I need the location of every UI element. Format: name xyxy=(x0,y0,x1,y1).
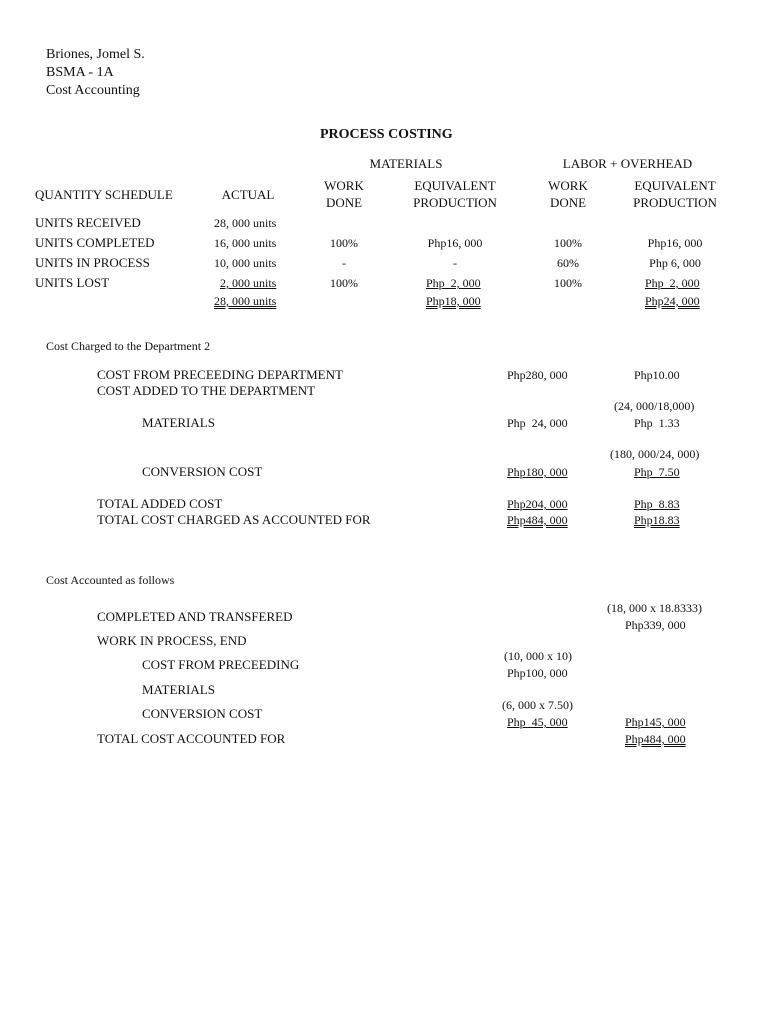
table-cell-lab-work: 100% xyxy=(554,276,582,290)
conversion-amount: Php180, 000 xyxy=(507,465,568,479)
course-section: BSMA - 1A xyxy=(46,65,114,80)
materials-amount: Php 24, 000 xyxy=(507,416,568,430)
accounted-conversion-amount: Php 45, 000 xyxy=(507,715,568,729)
preceding-dept-unit: Php10.00 xyxy=(634,368,680,382)
table-cell-mat-equiv: - xyxy=(453,256,457,270)
cost-added-label: COST ADDED TO THE DEPARTMENT xyxy=(97,383,316,398)
table-cell-actual: 2, 000 units xyxy=(220,276,277,290)
wip-total: Php145, 000 xyxy=(625,715,686,729)
quantity-schedule-header: QUANTITY SCHEDULE xyxy=(35,187,173,202)
table-cell-actual: 16, 000 units xyxy=(214,236,277,250)
page-title: PROCESS COSTING xyxy=(320,127,453,142)
total-added-amount: Php204, 000 xyxy=(507,497,568,511)
mat-equiv-header-2: PRODUCTION xyxy=(413,195,497,210)
table-cell-actual: 10, 000 units xyxy=(214,256,277,270)
preceding-formula: (10, 000 x 10) xyxy=(504,649,572,663)
mat-work-header-2: DONE xyxy=(325,195,363,210)
preceding-dept-amount: Php280, 000 xyxy=(507,368,568,382)
conversion-formula: (180, 000/24, 000) xyxy=(610,447,700,461)
total-charged-amount: Php484, 000 xyxy=(507,513,568,527)
materials-label: MATERIALS xyxy=(142,415,215,430)
accounted-conversion-label: CONVERSION COST xyxy=(142,706,263,721)
lab-equiv-header-1: EQUIVALENT xyxy=(634,178,716,193)
table-cell-lab-equiv: Php16, 000 xyxy=(647,236,703,250)
total-lab-equiv: Php24, 000 xyxy=(645,294,700,308)
total-actual: 28, 000 units xyxy=(214,294,277,308)
labor-group-header: LABOR + OVERHEAD xyxy=(562,156,693,171)
subject-name: Cost Accounting xyxy=(46,83,140,98)
table-row-label: UNITS COMPLETED xyxy=(35,235,155,250)
total-accounted-label: TOTAL COST ACCOUNTED FOR xyxy=(97,731,286,746)
table-cell-lab-equiv: Php 6, 000 xyxy=(649,256,701,270)
table-cell-mat-equiv: Php 2, 000 xyxy=(426,276,481,290)
preceding-amount: Php100, 000 xyxy=(507,666,568,680)
table-row-label: UNITS LOST xyxy=(35,275,110,290)
table-cell-actual: 28, 000 units xyxy=(214,216,277,230)
preceding-dept-label: COST FROM PRECEEDING DEPARTMENT xyxy=(97,367,343,382)
conversion-unit: Php 7.50 xyxy=(634,465,680,479)
table-cell-mat-work: 100% xyxy=(330,236,358,250)
total-charged-label: TOTAL COST CHARGED AS ACCOUNTED FOR xyxy=(97,512,371,527)
table-cell-lab-work: 60% xyxy=(557,256,579,270)
mat-equiv-header-1: EQUIVALENT xyxy=(414,178,496,193)
preceding-label: COST FROM PRECEEDING xyxy=(142,657,300,672)
completed-amount: Php339, 000 xyxy=(625,618,686,632)
total-charged-unit: Php18.83 xyxy=(634,513,680,527)
completed-formula: (18, 000 x 18.8333) xyxy=(607,601,702,615)
table-cell-mat-work: - xyxy=(342,256,346,270)
table-row-label: UNITS IN PROCESS xyxy=(35,255,150,270)
materials-unit: Php 1.33 xyxy=(634,416,680,430)
lab-equiv-header-2: PRODUCTION xyxy=(633,195,717,210)
total-added-unit: Php 8.83 xyxy=(634,497,680,511)
table-cell-lab-equiv: Php 2, 000 xyxy=(645,276,700,290)
conversion-label: CONVERSION COST xyxy=(142,464,263,479)
lab-work-header-1: WORK xyxy=(548,178,588,193)
completed-label: COMPLETED AND TRANSFERED xyxy=(97,609,293,624)
accounted-conversion-formula: (6, 000 x 7.50) xyxy=(502,698,573,712)
cost-charged-heading: Cost Charged to the Department 2 xyxy=(46,339,211,353)
mat-work-header-1: WORK xyxy=(324,178,364,193)
total-added-label: TOTAL ADDED COST xyxy=(97,496,223,511)
table-cell-mat-equiv: Php16, 000 xyxy=(427,236,483,250)
materials-group-header: MATERIALS xyxy=(369,156,443,171)
table-row-label: UNITS RECEIVED xyxy=(35,215,141,230)
accounted-materials-label: MATERIALS xyxy=(142,682,215,697)
table-cell-mat-work: 100% xyxy=(330,276,358,290)
materials-formula: (24, 000/18,000) xyxy=(614,399,695,413)
total-mat-equiv: Php18, 000 xyxy=(426,294,481,308)
actual-header: ACTUAL xyxy=(221,187,275,202)
lab-work-header-2: DONE xyxy=(549,195,587,210)
cost-accounted-heading: Cost Accounted as follows xyxy=(46,573,175,587)
wip-label: WORK IN PROCESS, END xyxy=(97,633,247,648)
table-cell-lab-work: 100% xyxy=(554,236,582,250)
total-accounted-amount: Php484, 000 xyxy=(625,732,686,746)
student-name: Briones, Jomel S. xyxy=(46,47,145,62)
